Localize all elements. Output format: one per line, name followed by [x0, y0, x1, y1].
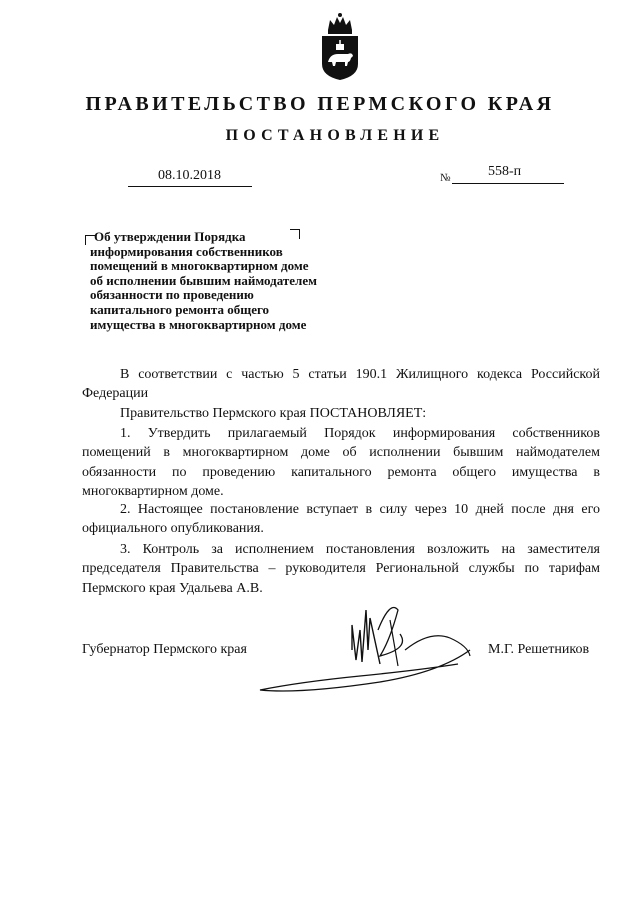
paragraph-text: В соответствии с частью 5 статьи 190.1 Жилищного кодекса Российской Федерации — [82, 367, 600, 402]
paragraph-text: Правительство Пермского края ПОСТАНОВЛЯЕТ: — [120, 406, 427, 421]
document-subject — [90, 230, 390, 332]
subject-line: имущества в многоквартирном доме — [90, 316, 307, 332]
subject-line: об исполнении бывшим наймодателем — [90, 272, 317, 288]
paragraph-text: 2. Настоящее постановление вступает в силу через 10 дней после дня его официального опубликования. — [82, 502, 600, 537]
subject-line: помещений в многоквартирном доме — [90, 258, 309, 274]
subject-line: обязанности по проведению — [90, 287, 254, 303]
document-number: 558-п — [488, 164, 522, 179]
number-label: № — [440, 172, 451, 184]
body-paragraph-item-2 — [82, 500, 600, 539]
subject-line: информирования собственников — [90, 243, 283, 259]
date-underline — [128, 186, 252, 187]
body-paragraph-resolves — [82, 404, 600, 423]
government-title: ПРАВИТЕЛЬСТВО ПЕРМСКОГО КРАЯ — [85, 93, 555, 115]
subject-line: Об утверждении Порядка — [94, 229, 246, 244]
signer-name: М.Г. Решетников — [488, 642, 590, 657]
body-paragraph-preamble — [82, 365, 600, 404]
document-type: ПОСТАНОВЛЕНИЕ — [225, 127, 445, 144]
document-date: 08.10.2018 — [158, 168, 221, 183]
paragraph-text: 1. Утвердить прилагаемый Порядок информирования собственников помещений в многоквартирном доме об исполнении бывшим наймодателем обязанности по проведению капитального ремонта общего имущества в многоквартирном доме. — [82, 426, 600, 500]
subject-line: капитального ремонта общего — [90, 301, 270, 317]
number-underline — [452, 183, 564, 184]
paragraph-text: 3. Контроль за исполнением постановления возложить на заместителя председателя Правительства – руководителя Региональной службы по тарифам Пермского края Удальева А.В. — [82, 542, 600, 596]
signer-position: Губернатор Пермского края — [82, 642, 247, 657]
body-paragraph-item-1 — [82, 424, 600, 502]
perm-krai-coat-of-arms-icon — [318, 10, 362, 82]
handwritten-signature — [240, 590, 500, 710]
